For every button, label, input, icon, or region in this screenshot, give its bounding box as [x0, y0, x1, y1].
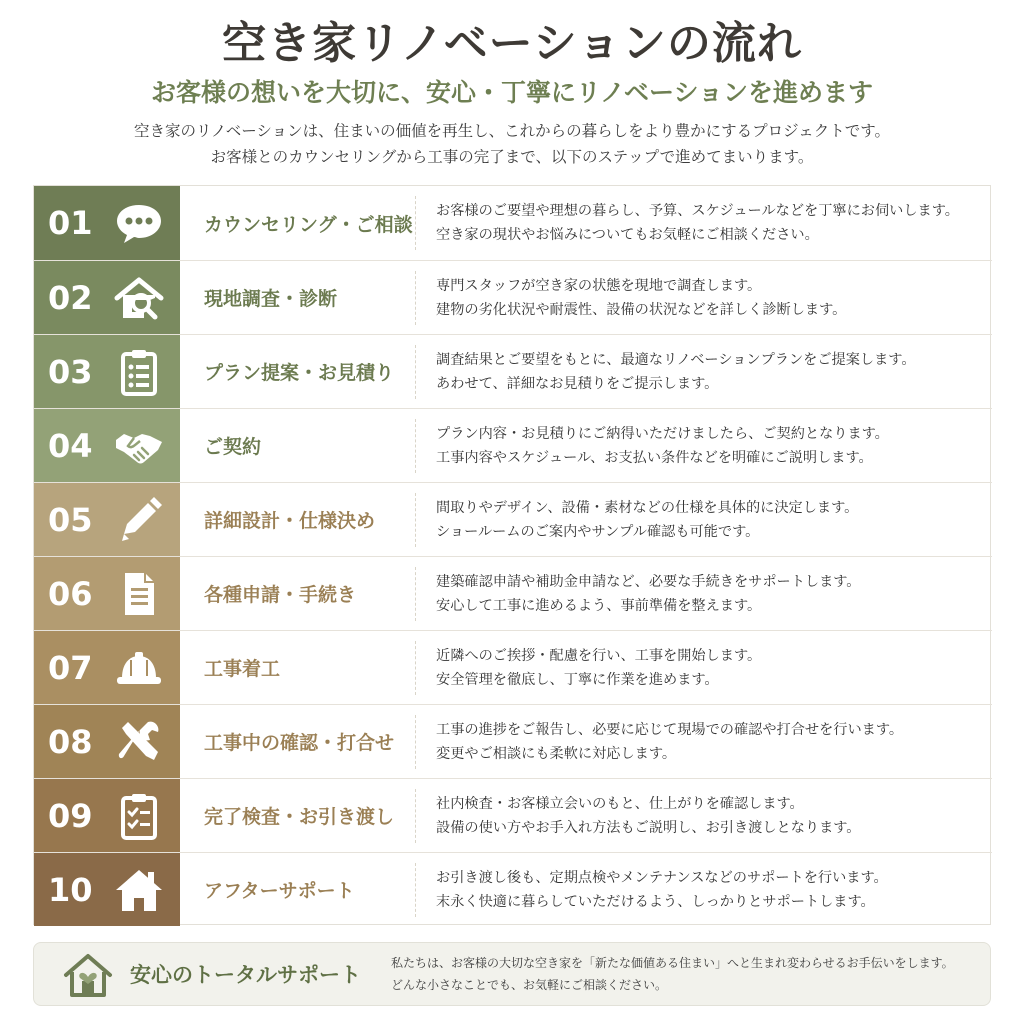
intro-line: お客様とのカウンセリングから工事の完了まで、以下のステップで進めてまいります。	[210, 148, 814, 166]
step-row	[34, 852, 992, 926]
step-description-line: 安心して工事に進めるよう、事前準備を整えます。	[436, 597, 762, 614]
step-divider	[415, 567, 416, 621]
step-divider	[415, 196, 416, 250]
support-title: 安心のトータルサポート	[130, 963, 361, 987]
step-number: 06	[48, 574, 93, 613]
steps-list	[33, 185, 991, 925]
step-description-line: 工事の進捗をご報告し、必要に応じて現場での確認や打合せを行います。	[436, 721, 904, 738]
step-number: 09	[48, 796, 93, 835]
step-description-line: 空き家の現状やお悩みについてもお気軽にご相談ください。	[436, 227, 819, 243]
step-description-line: 専門スタッフが空き家の状態を現地で調査します。	[436, 277, 762, 294]
step-row	[34, 630, 992, 704]
house-icon	[114, 866, 164, 914]
step-number: 05	[48, 500, 93, 539]
support-box	[33, 942, 991, 1006]
step-title: 完了検査・お引き渡し	[204, 806, 395, 828]
step-row	[34, 482, 992, 556]
handshake-icon	[114, 422, 164, 470]
step-row	[34, 260, 992, 334]
step-description	[436, 409, 992, 482]
document-icon	[114, 570, 164, 618]
step-description	[436, 335, 992, 408]
step-description	[436, 483, 992, 556]
tools-icon	[114, 718, 164, 766]
step-number: 08	[48, 722, 93, 761]
step-title: アフターサポート	[204, 880, 355, 902]
step-divider	[415, 789, 416, 843]
step-description	[436, 631, 992, 704]
step-number: 07	[48, 648, 93, 687]
step-number: 10	[48, 870, 93, 909]
step-description-line: 変更やご相談にも柔軟に対応します。	[436, 745, 677, 762]
step-description-line: お引き渡し後も、定期点検やメンテナンスなどのサポートを行います。	[436, 869, 888, 886]
step-divider	[415, 641, 416, 695]
step-description-line: 近隣へのご挨拶・配慮を行い、工事を開始します。	[436, 647, 762, 664]
step-description-line: ショールームのご案内やサンプル確認も可能です。	[436, 523, 760, 540]
step-description-line: 工事内容やスケジュール、お支払い条件などを明確にご説明します。	[436, 449, 873, 466]
step-badge	[34, 631, 180, 704]
step-description-line: 調査結果とご要望をもとに、最適なリノベーションプランをご提案します。	[436, 351, 916, 368]
step-description	[436, 261, 992, 334]
step-row	[34, 408, 992, 482]
hard-hat-icon	[114, 644, 164, 692]
step-row	[34, 704, 992, 778]
step-description	[436, 557, 992, 630]
step-badge	[34, 186, 180, 260]
step-number: 03	[48, 352, 93, 391]
chat-bubble-icon	[114, 199, 164, 247]
step-badge	[34, 483, 180, 556]
step-description-line: 建築確認申請や補助金申請など、必要な手続きをサポートします。	[436, 573, 861, 590]
step-description-line: 社内検査・お客様立会いのもと、仕上がりを確認します。	[436, 795, 804, 812]
intro-line: 空き家のリノベーションは、住まいの価値を再生し、これからの暮らしをより豊かにするプロジェクトです。	[133, 122, 891, 140]
step-description-line: 安全管理を徹底し、丁寧に作業を進めます。	[436, 671, 719, 688]
step-description-line: 設備の使い方やお手入れ方法もご説明し、お引き渡しとなります。	[436, 819, 861, 836]
step-title: ご契約	[204, 436, 262, 458]
step-divider	[415, 271, 416, 325]
step-badge	[34, 409, 180, 482]
step-title: プラン提案・お見積り	[204, 362, 395, 384]
step-number: 04	[48, 426, 93, 465]
step-description-line: プラン内容・お見積りにご納得いただけましたら、ご契約となります。	[436, 425, 889, 442]
step-row	[34, 334, 992, 408]
step-description-line: 建物の劣化状況や耐震性、設備の状況などを詳しく診断します。	[436, 301, 847, 318]
clipboard-list-icon	[114, 348, 164, 396]
step-description-line: お客様のご要望や理想の暮らし、予算、スケジュールなどを丁寧にお伺いします。	[436, 203, 959, 219]
step-divider	[415, 419, 416, 473]
step-number: 01	[48, 204, 93, 242]
support-line: どんな小さなことでも、お気軽にご相談ください。	[391, 978, 668, 992]
support-line: 私たちは、お客様の大切な空き家を「新たな価値ある住まい」へと生まれ変わらせるお手伝いをします。	[391, 956, 954, 970]
support-text	[391, 943, 954, 1005]
step-title: カウンセリング・ご相談	[204, 213, 413, 236]
step-badge	[34, 779, 180, 852]
clipboard-check-icon	[114, 792, 164, 840]
step-badge	[34, 261, 180, 334]
step-title: 詳細設計・仕様決め	[204, 510, 376, 532]
step-number: 02	[48, 278, 93, 317]
pencil-icon	[114, 496, 164, 544]
step-description-line: 間取りやデザイン、設備・素材などの仕様を具体的に決定します。	[436, 499, 859, 516]
step-divider	[415, 863, 416, 917]
page-subtitle: お客様の想いを大切に、安心・丁寧にリノベーションを進めます	[150, 78, 873, 107]
step-row	[34, 186, 992, 260]
step-badge	[34, 335, 180, 408]
step-divider	[415, 715, 416, 769]
step-description-line: 末永く快適に暮らしていただけるよう、しっかりとサポートします。	[436, 893, 875, 910]
step-title: 現地調査・診断	[204, 288, 338, 310]
step-title: 工事中の確認・打合せ	[204, 732, 395, 754]
step-badge	[34, 557, 180, 630]
step-title: 工事着工	[204, 658, 281, 680]
intro-text	[0, 118, 1024, 170]
step-divider	[415, 493, 416, 547]
step-description	[436, 705, 992, 778]
step-row	[34, 556, 992, 630]
step-row	[34, 778, 992, 852]
step-description	[436, 779, 992, 852]
step-divider	[415, 345, 416, 399]
step-description	[436, 186, 992, 260]
step-title: 各種申請・手続き	[204, 584, 357, 606]
step-badge	[34, 853, 180, 926]
step-description-line: あわせて、詳細なお見積りをご提示します。	[436, 375, 719, 392]
step-badge	[34, 705, 180, 778]
house-search-icon	[114, 274, 164, 322]
house-heart-icon	[62, 951, 114, 999]
page-title: 空き家リノベーションの流れ	[222, 18, 802, 69]
step-description	[436, 853, 992, 926]
